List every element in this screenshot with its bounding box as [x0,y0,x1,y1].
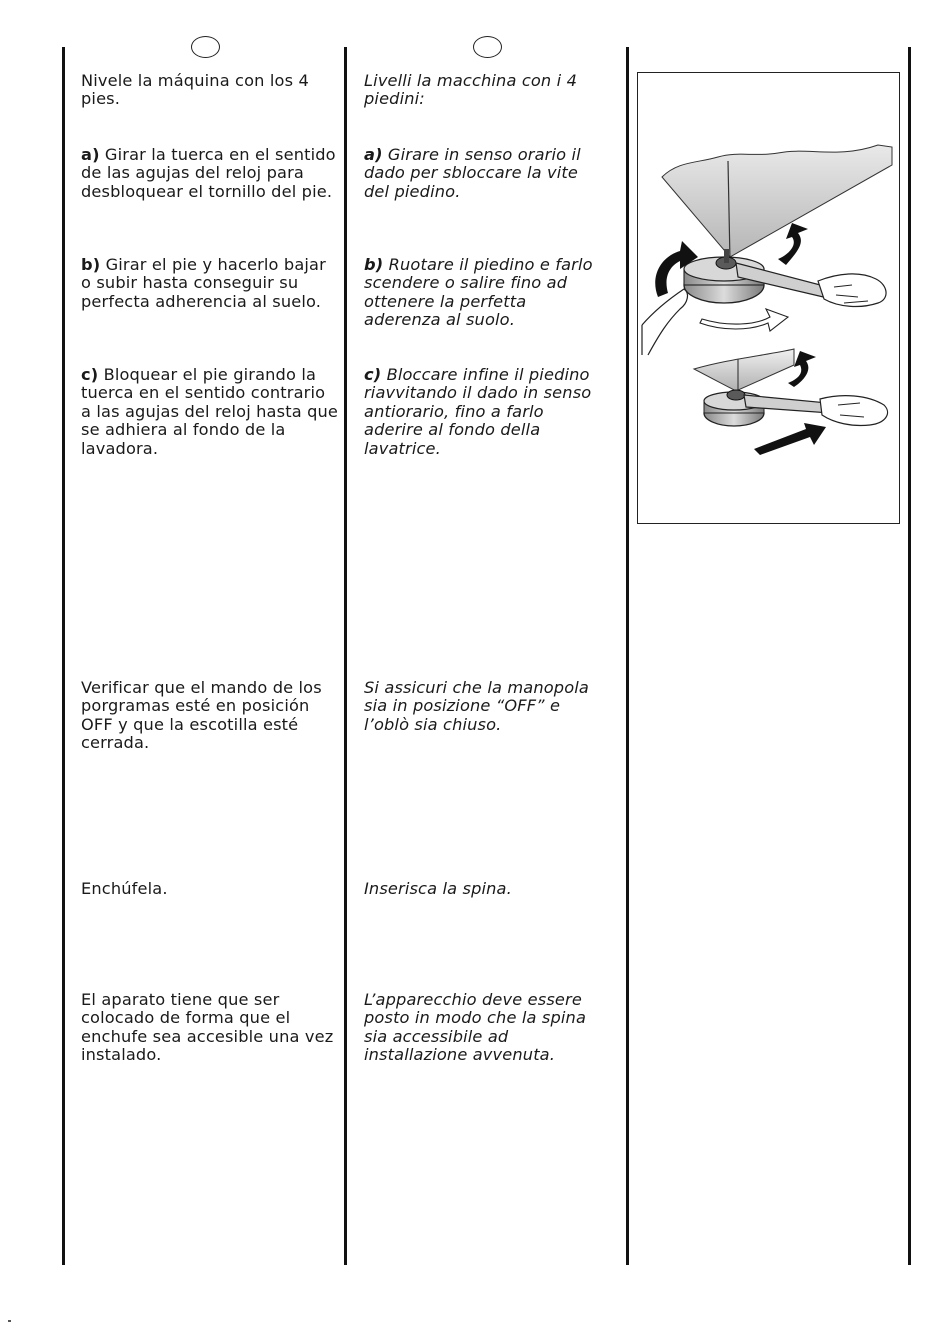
leveling-illustration [637,72,900,524]
es-step-c [81,366,339,458]
es-step-a-text: Girar la tuerca en el sentido de las agujas del reloj para desbloquear el tornillo del pie. [81,145,336,201]
column-divider-middle-right [626,47,629,1265]
es-level-intro: Nivele la máquina con los 4 pies. [81,71,309,109]
it-level-intro: Livelli la macchina con i 4 piedini: [364,71,578,109]
it-step-c [364,366,604,458]
it-plug-accessible: L’apparecchio deve essere posto in modo che la spina sia accessibile ad installazione avvenuta. [364,990,587,1065]
column-divider-left [62,47,65,1265]
page-corner-mark [8,1320,11,1322]
es-step-c-text: Bloquear el pie girando la tuerca en el sentido contrario a las agujas del reloj hasta que se adhiera al fondo de la lavadora. [81,365,339,458]
it-step-a [364,146,604,201]
es-plug-in: Enchúfela. [81,879,168,898]
es-step-c-label: c) [81,365,99,384]
es-plug-accessible: El aparato tiene que ser colocado de forma que el enchufe sea accesible una vez instalado. [81,990,334,1065]
es-verify-off: Verificar que el mando de los porgramas esté en posición OFF y que la escotilla esté cerrada. [81,678,322,753]
it-step-b-label: b) [364,255,384,274]
it-verify-off: Si assicuri che la manopola sia in posizione “OFF” e l’oblò sia chiuso. [364,678,589,734]
es-step-b [81,256,339,311]
es-step-b-text: Girar el pie y hacerlo bajar o subir hasta conseguir su perfecta adherencia al suelo. [81,255,326,311]
it-step-a-text: Girare in senso orario il dado per sbloccare la vite del piedino. [364,145,581,201]
column-divider-right [908,47,911,1265]
es-step-a-label: a) [81,145,100,164]
it-step-b [364,256,604,330]
it-step-c-text: Bloccare infine il piedino riavvitando il dado in senso antiorario, fino a farlo aderire al fondo della lavatrice. [364,365,592,458]
it-step-c-label: c) [364,365,382,384]
column-divider-middle-left [344,47,347,1265]
es-step-b-label: b) [81,255,101,274]
es-step-a [81,146,339,201]
it-step-a-label: a) [364,145,383,164]
it-plug-in: Inserisca la spina. [364,879,512,898]
language-marker-italian [473,36,502,58]
it-step-b-text: Ruotare il piedino e farlo scendere o salire fino ad ottenere la perfetta aderenza al suolo. [364,255,593,330]
leveling-feet-wrench-icon [638,73,901,525]
language-marker-spanish [191,36,220,58]
